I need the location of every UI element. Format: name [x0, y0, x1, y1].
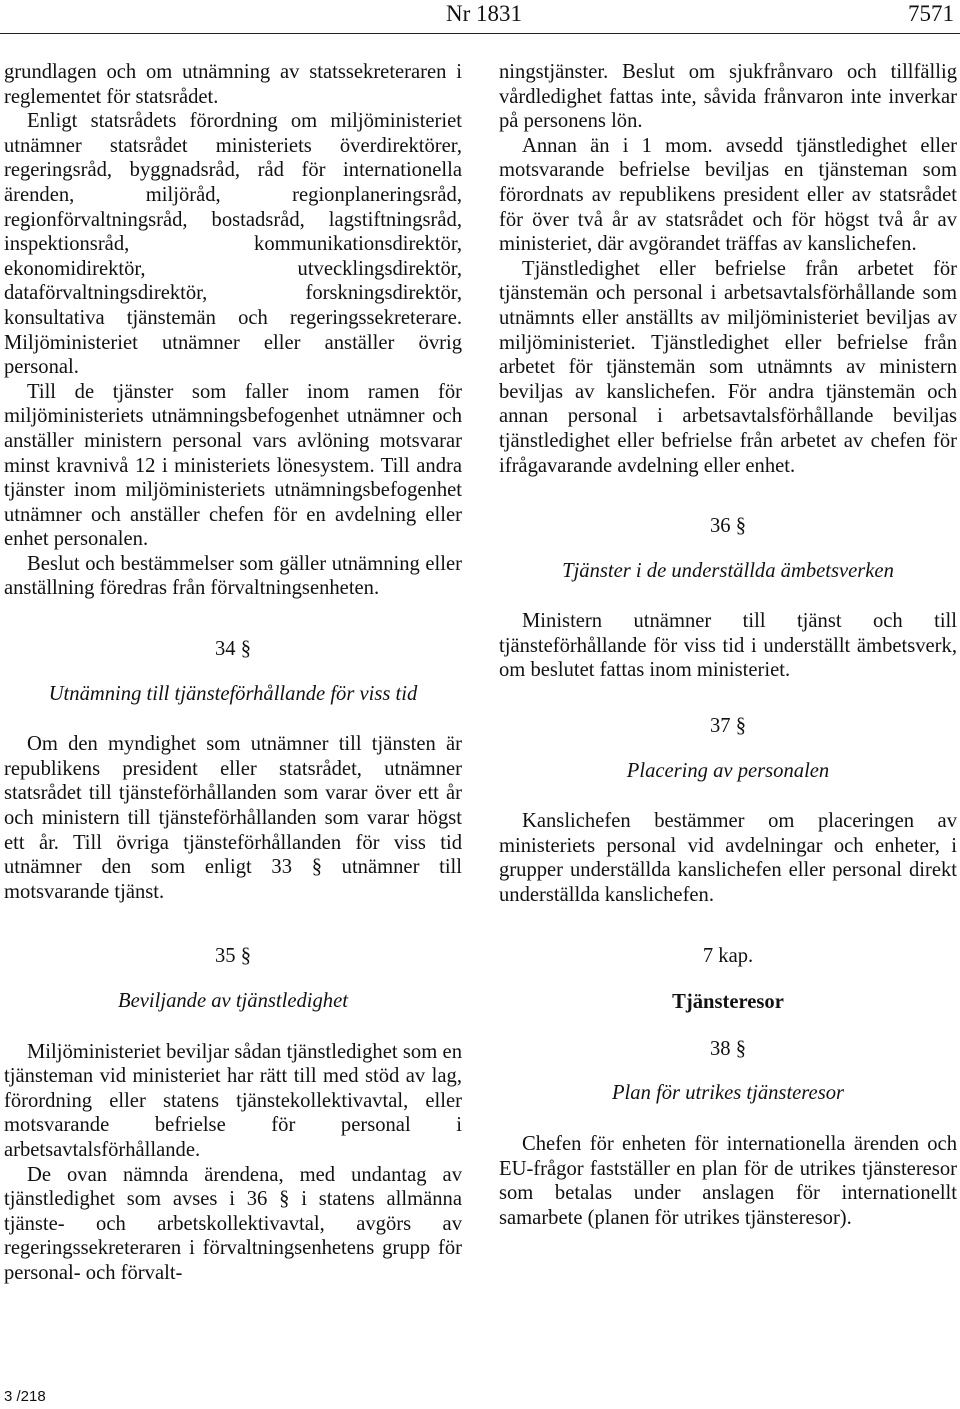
section-title: Placering av personalen [626, 759, 830, 782]
page-header [0, 0, 960, 34]
section-number: 34 § [214, 638, 252, 661]
paragraph: grundlagen och om utnämning av statssekreteraren i reglementet för statsrådet. [4, 61, 462, 108]
left-column [4, 60, 462, 1286]
section-number: 37 § [709, 715, 747, 738]
section-title: Tjänster i de underställda ämbetsverken [562, 559, 894, 582]
statute-number: Nr 1831 [446, 1, 523, 26]
paragraph: De ovan nämnda ärendena, med undantag av tjänstledighet som avses i 36 § i statens allmänna tjänste- och arbetskollektivavtal, avgörs av regeringssekreteraren i förvaltningsenhetens grupp för personal- och förvalt- [4, 1163, 462, 1284]
paragraph: Chefen för enheten för internationella ärenden och EU-frågor fastställer en plan för de utrikes tjänsteresor som betalas under anslagen för internationellt samarbete (planen för utrikes tjänsteresor). [499, 1133, 957, 1229]
footer-code: 3 /218 [4, 1388, 46, 1405]
chapter-number: 7 kap. [702, 944, 754, 967]
paragraph: Beslut och bestämmelser som gäller utnämning eller anställning föredras från förvaltningsenheten. [4, 552, 462, 600]
paragraph: Tjänstledighet eller befrielse från arbetet för tjänstemän och personal i arbetsavtalsförhållande som utnämnts eller anställts av miljöministeriet beviljas av miljöministeriet. Tjänstledighet eller befrielse från arbetet för tjänstemän som utnämnts av ministern beviljas av kanslichefen. För andra tjänstemän och annan personal i arbetsavtalsförhållande beviljas tjänstledighet eller befrielse från arbetet av chefen för ifrågavarande avdelning eller enhet. [499, 257, 957, 477]
paragraph: ningstjänster. Beslut om sjukfrånvaro och tillfällig vårdledighet fattas inte, såvida frånvaron inte inverkar på personens lön. [499, 61, 957, 133]
header-rule [0, 33, 960, 34]
page-number: 7571 [908, 1, 954, 26]
section-title: Utnämning till tjänsteförhållande för viss tid [48, 682, 418, 705]
section-title: Plan för utrikes tjänsteresor [611, 1082, 845, 1105]
section-number: 38 § [709, 1037, 747, 1060]
paragraph: Till de tjänster som faller inom ramen för miljöministeriets utnämningsbefogenhet utnämner och anställer ministern personal vars avlöning motsvarar minst kravnivå 12 i ministeriets lönesystem. Till andra tjänster inom miljöministeriets utnämningsbefogenhet utnämner och anställer chefen för en avdelning eller enhet personalen. [4, 380, 462, 551]
paragraph: Kanslichefen bestämmer om placeringen av ministeriets personal vid avdelningar och enheter, i grupper underställda kanslichefen eller personal direkt underställda kanslichefen. [499, 810, 957, 907]
right-column [499, 60, 957, 1230]
section-number: 36 § [709, 515, 747, 538]
paragraph: Miljöministeriet beviljar sådan tjänstledighet som en tjänsteman vid ministeriet har rätt till med stöd av lag, förordning eller statens tjänstekollektivavtal, eller motsvarande befrielse för personal i arbetsavtalsförhållande. [4, 1040, 462, 1161]
paragraph: Enligt statsrådets förordning om miljöministeriet utnämner statsrådet ministeriets överdirektörer, regeringsråd, byggnadsråd, råd för internationella ärenden, miljöråd, regionplaneringsråd, regionförvaltningsråd, bostadsråd, lagstiftningsråd, inspektionsråd, kommunikationsdirektör, ekonomidirektör, utvecklingsdirektör, dataförvaltningsdirektör, forskningsdirektör, konsultativa tjänstemän och regeringssekreterare. Miljöministeriet utnämner eller anställer övrig personal. [4, 110, 462, 379]
chapter-title: Tjänsteresor [672, 991, 784, 1014]
paragraph: Om den myndighet som utnämner till tjänsten är republikens president eller statsrådet, utnämner statsrådet till tjänsteförhållanden som varar över ett år och ministern till tjänsteförhållanden som varar högst ett år. Till övriga tjänsteförhållanden för viss tid utnämner den som enligt 33 § utnämner till motsvarande tjänst. [4, 733, 462, 903]
paragraph: Ministern utnämner till tjänst och till tjänsteförhållande för viss tid i underställt ämbetsverk, om beslutet fattas inom ministeriet. [499, 610, 957, 682]
section-number: 35 § [214, 945, 252, 968]
paragraph: Annan än i 1 mom. avsedd tjänstledighet eller motsvarande befrielse beviljas en tjänsteman som förordnats av republikens president eller av statsrådet för över två år av statsrådet och för högst två år av ministeriet, där avgörandet träffas av kanslichefen. [499, 134, 957, 256]
section-title: Beviljande av tjänstledighet [118, 990, 348, 1012]
